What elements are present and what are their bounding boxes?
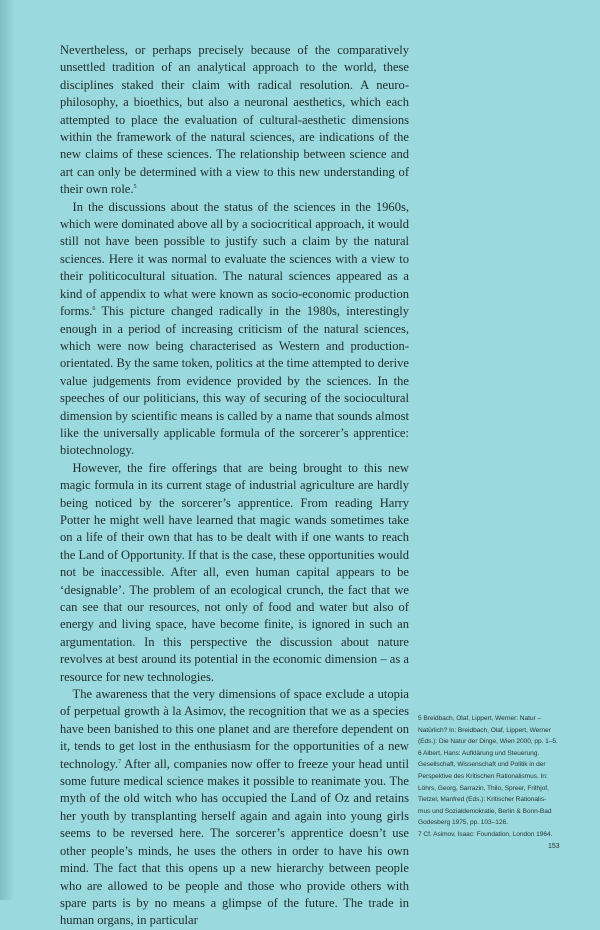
paragraph-2-text: In the discussions about the status of the sciences in the 1960s, which were dominated above all by a sociocritical approach, it would still not have been possible to justify such a claim by the natural sciences. Here it was normal to evaluate the sciences with a view to their politicocultural situation. The natural sciences appeared as a kind of appendix to what were known as socio-economic production forms. <box>60 199 409 319</box>
footnote-line: Natürlich? In: Breidbach, Olaf, Lippert, Werner <box>418 726 551 734</box>
footnote-line: Gesellschaft, Wissenschaft und Politik in der <box>418 761 546 769</box>
binding-shadow <box>0 0 14 900</box>
footnote-ref-5: 5 <box>133 184 137 191</box>
page-number: 153 <box>548 843 560 850</box>
footnote-line: 5 Breidbach, Olaf, Lippert, Werner: Natur – <box>418 715 542 722</box>
footnote-line: 6 Albert, Hans: Aufklärung und Steuerung. <box>418 749 540 757</box>
footnote-line: mus und Sozialdemokratie, Berlin & Bonn-Bad <box>418 807 552 815</box>
main-text-column <box>60 42 409 930</box>
paragraph-4-text-after: After all, companies now offer to freeze your head until some future medical science makes it possible to reanimate you. The myth of the old witch who has occupied the Land of Oz and retains her youth by transplanting herself again and again into young girls seems to be reversed here. The sorcerer’s apprentice doesn’t use other people’s minds, he uses the others in order to have his own mind. The fact that this opens up a new hierarchy between people who are allowed to be people and those who provide others with spare parts is by no means a glimpse of the future. The trade in human organs, in particular <box>60 756 410 928</box>
footnote-ref-6: 6 <box>92 305 96 312</box>
footnote-line: 7 Cf. Asimov, Isaac: Foundation, London 1964. <box>418 830 553 838</box>
footnote-line: Tietzel, Manfred (Eds.): Kritischer Rationalis- <box>418 796 547 804</box>
footnote-line: Perspektive des Kritischen Rationalismus. In: <box>418 772 548 780</box>
paragraph-4 <box>60 686 409 930</box>
paragraph-3 <box>60 460 409 686</box>
footnote-line: (Eds.): Die Natur der Dinge, Wien 2000, pp. 1–5. <box>418 738 558 746</box>
footnotes <box>418 713 568 841</box>
paragraph-1 <box>60 42 409 199</box>
footnote-ref-7: 7 <box>118 758 122 765</box>
paragraph-1-text: Nevertheless, or perhaps precisely because of the comparatively unsettled tradition of an analytical approach to the world, these disciplines staked their claim with radical resolution. A neuro-philosophy, a bioethics, but also a neuronal aesthetics, which each attempted to place the evaluation of cultural-aesthetic dimensions within the framework of the natural sciences, are indications of the new claims of these sciences. The relationship between science and art can only be determined with a view to this new understanding of their own role. <box>60 43 409 197</box>
footnote-line: Godesberg 1975, pp. 103–126. <box>418 819 508 827</box>
paragraph-3-text: However, the fire offerings that are being brought to this new magic formula in its current stage of industrial agriculture are hardly being noticed by the sorcerer’s apprentice. From reading Harry Potter he might well have learned that magic wands sometimes take on a life of their own that has to be dealt with if one wants to reach the Land of Opportunity. If that is the case, these opportunities would not be inaccessible. After all, even human capital appears to be ‘designable’. The problem of an ecological crunch, the fact that we can see that our resources, not only of food and water but also of energy and living space, have become finite, is ignored in such an argumentation. In this perspective the discussion about nature revolves at best around its potential in the economic dimension – as a resource for new technologies. <box>60 460 409 684</box>
paragraph-2 <box>60 199 409 460</box>
footnote-line: Löhrs, Georg, Sarrazin, Thilo, Spreer, Frithjof, <box>418 784 549 792</box>
paragraph-4-text: The awareness that the very dimensions of space exclude a utopia of perpetual growth à la Asimov, the recognition that we as a species have been banished to this one planet and are therefore dependent on it, tends to get lost in the enthusiasm for the opportunities of a new technology. <box>60 687 409 771</box>
paragraph-2-text-after: This picture changed radically in the 1980s, interestingly enough in a period of increasing criticism of the natural sciences, which were now being characterised as Western and production-orientated. By the same token, politics at the time attempted to derive value judgements from evidence provided by the sciences. In the speeches of our politicians, this way of securing of the sociocultural dimension by scientific means is called by a name that sounds almost like the universally applicable formula of the sorcerer’s apprentice: biotechnology. <box>60 304 409 458</box>
